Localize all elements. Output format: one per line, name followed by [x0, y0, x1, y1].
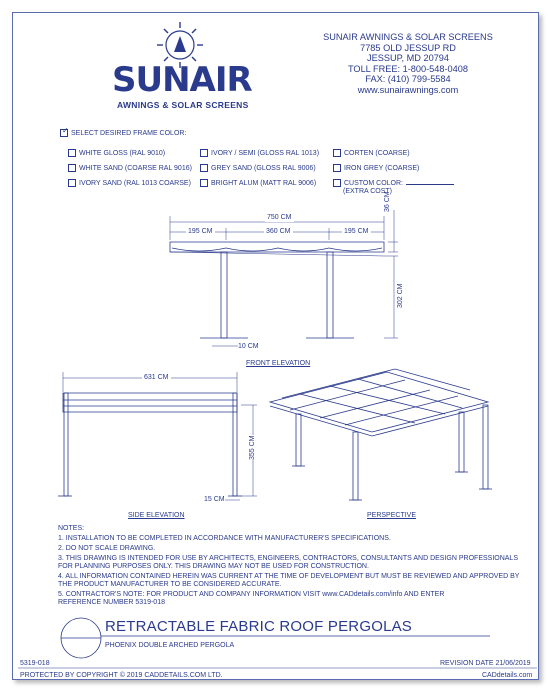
revision-date: REVISION DATE 21/06/2019 — [440, 660, 531, 667]
option-label: BRIGHT ALUM (MATT RAL 9006) — [211, 179, 317, 187]
side-elevation-label: SIDE ELEVATION — [128, 512, 185, 519]
drawing-subtitle: PHOENIX DOUBLE ARCHED PERGOLA — [105, 642, 235, 649]
select-checkbox[interactable]: ✓ — [62, 126, 69, 135]
side-dim-post: 15 CM — [204, 496, 225, 503]
note-line: 1. INSTALLATION TO BE COMPLETED IN ACCORDANCE WITH MANUFACTURER'S SPECIFICATIONS. — [58, 535, 391, 542]
option-label: IVORY SAND (RAL 1013 COARSE) — [79, 179, 191, 187]
reference-number: 5319-018 — [20, 660, 50, 667]
option-label: IVORY / SEMI (GLOSS RAL 1013) — [211, 149, 320, 157]
note-line: FOR PLANNING PURPOSES ONLY. THIS DRAWING MAY NOT BE USED FOR CONSTRUCTION. — [58, 563, 369, 570]
side-dim-height: 355 CM — [249, 435, 256, 460]
company-tollfree: TOLL FREE: 1-800-548-0408 — [347, 63, 468, 74]
caddetails-link[interactable]: CADdetails.com — [482, 672, 533, 679]
note-line: 4. ALL INFORMATION CONTAINED HEREIN WAS CURRENT AT THE TIME OF DEVELOPMENT BUT MUST BE REVIEWED AND APPROVED BY — [58, 573, 520, 580]
frame-color-heading-text: SELECT DESIRED FRAME COLOR: — [71, 129, 187, 137]
company-website[interactable]: www.sunairawnings.com — [357, 84, 459, 95]
extra-cost-note: (EXTRA COST) — [343, 188, 393, 195]
note-line: REFERENCE NUMBER 5319-018 — [58, 599, 165, 606]
option-label: CORTEN (COARSE) — [344, 149, 410, 157]
front-dim-height: 302 CM — [397, 283, 404, 308]
copyright-text: PROTECTED BY COPYRIGHT © 2019 CADDETAILS.COM LTD. — [20, 672, 223, 679]
notes-block — [58, 525, 519, 607]
notes-heading: NOTES: — [58, 525, 85, 532]
side-dim-width: 631 CM — [144, 374, 169, 381]
front-dim-roof: 36 CM — [384, 191, 391, 212]
logo-wordmark: SUNAIR — [112, 60, 252, 100]
front-dim-post: 10 CM — [238, 343, 259, 350]
option-label: IRON GREY (COARSE) — [344, 164, 420, 172]
option-label: WHITE SAND (COARSE RAL 9016) — [79, 164, 192, 172]
company-address-2: JESSUP, MD 20794 — [366, 53, 450, 64]
company-fax: FAX: (410) 799-5584 — [365, 74, 451, 85]
front-dim-left: 195 CM — [188, 228, 213, 235]
logo-tagline: AWNINGS & SOLAR SCREENS — [117, 100, 249, 110]
front-dim-right: 195 CM — [344, 228, 369, 235]
company-name: SUNAIR AWNINGS & SOLAR SCREENS — [323, 32, 493, 42]
drawing-title: RETRACTABLE FABRIC ROOF PERGOLAS — [105, 618, 413, 635]
front-dim-total: 750 CM — [267, 214, 292, 221]
note-line: 5. CONTRACTOR'S NOTE: FOR PRODUCT AND COMPANY INFORMATION VISIT www.CADdetails.com/info AND ENTER — [58, 591, 445, 598]
option-label: WHITE GLOSS (RAL 9010) — [79, 149, 166, 157]
note-line: THE PRODUCT MANUFACTURER TO BE CONSIDERED ACCURATE. — [58, 581, 282, 588]
front-dim-center: 360 CM — [266, 228, 291, 235]
front-elevation-label: FRONT ELEVATION — [246, 360, 311, 367]
option-label: GREY SAND (GLOSS RAL 9006) — [211, 164, 316, 172]
company-address-1: 7785 OLD JESSUP RD — [360, 42, 456, 53]
note-line: 2. DO NOT SCALE DRAWING. — [58, 545, 156, 552]
option-label: CUSTOM COLOR: — [344, 179, 403, 187]
perspective-label: PERSPECTIVE — [367, 512, 417, 519]
note-line: 3. THIS DRAWING IS INTENDED FOR USE BY ARCHITECTS, ENGINEERS, CONTRACTORS, CONSULTANTS AND DESIGN PROFESSIONALS — [58, 555, 518, 562]
